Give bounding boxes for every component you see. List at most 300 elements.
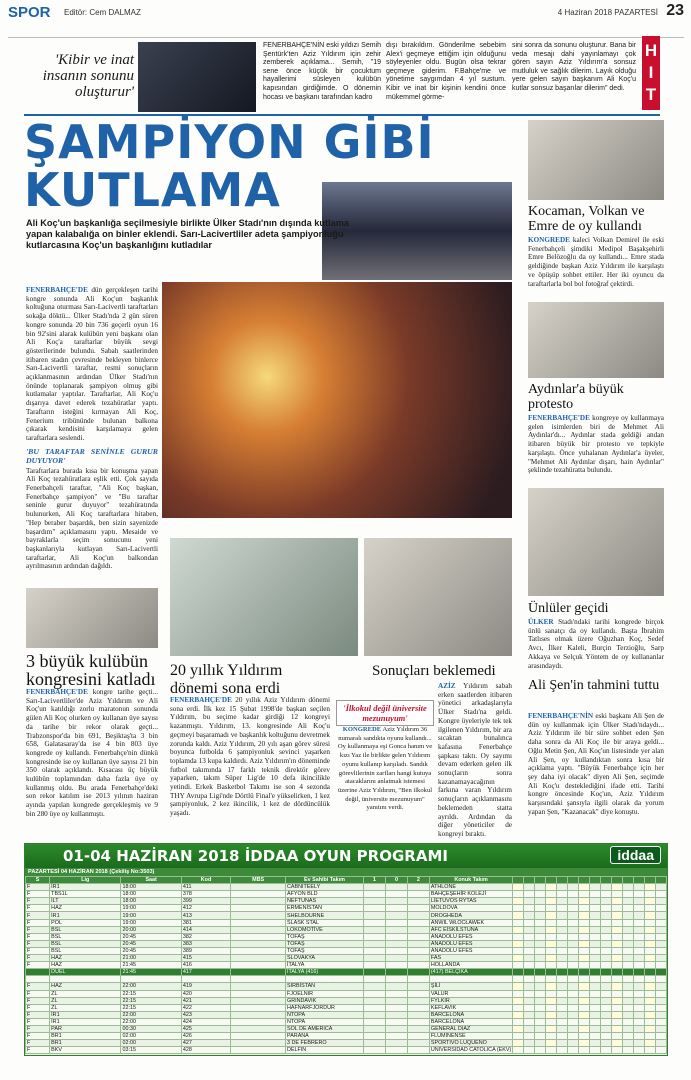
odds-cell: 425 [181, 1025, 230, 1032]
odds-cell [579, 884, 590, 891]
odds-cell [524, 976, 535, 983]
odds-cell [655, 1025, 666, 1032]
odds-cell [644, 1011, 655, 1018]
odds-cell: 19:00 [121, 912, 181, 919]
odds-col-header [601, 877, 612, 884]
odds-cell [622, 1040, 633, 1047]
odds-cell [590, 947, 601, 954]
odds-cell: SIRBİSTAN [286, 983, 364, 990]
odds-cell [622, 1011, 633, 1018]
story-sonuc-title: Sonuçları beklemedi [372, 663, 496, 679]
odds-col-header: 2 [407, 877, 429, 884]
odds-cell: PAR [50, 1025, 121, 1032]
odds-cell [611, 919, 622, 926]
odds-cell: ANWIL WŁOCŁAWEK [429, 919, 512, 926]
odds-cell [535, 962, 546, 969]
odds-cell [385, 884, 407, 891]
odds-col-header [568, 877, 579, 884]
odds-cell [590, 1025, 601, 1032]
odds-cell [633, 947, 644, 954]
odds-cell: 378 [181, 891, 230, 898]
odds-col-header: 0 [385, 877, 407, 884]
odds-cell [513, 1018, 524, 1025]
odds-cell [579, 962, 590, 969]
odds-cell [231, 997, 286, 1004]
odds-cell: AFC EİSKİLSTUNA [429, 926, 512, 933]
odds-cell [524, 947, 535, 954]
odds-cell [385, 933, 407, 940]
odds-cell: CABNITEELY [286, 884, 364, 891]
odds-cell [546, 1040, 557, 1047]
odds-cell [546, 898, 557, 905]
odds-cell [407, 1004, 429, 1011]
odds-cell [231, 898, 286, 905]
odds-cell [557, 912, 568, 919]
odds-cell: FYLKIR [429, 997, 512, 1004]
odds-cell: VALUR [429, 990, 512, 997]
odds-cell [513, 940, 524, 947]
odds-cell: F [26, 912, 50, 919]
odds-col-header [590, 877, 601, 884]
odds-cell [622, 933, 633, 940]
odds-cell [633, 969, 644, 976]
odds-cell [633, 1004, 644, 1011]
odds-cell [590, 1011, 601, 1018]
odds-cell [601, 919, 612, 926]
odds-cell [385, 898, 407, 905]
odds-cell [655, 940, 666, 947]
odds-cell [407, 884, 429, 891]
odds-cell [590, 976, 601, 983]
odds-cell [364, 990, 386, 997]
odds-cell: 20:45 [121, 933, 181, 940]
odds-cell [579, 898, 590, 905]
odds-cell [364, 1018, 386, 1025]
odds-cell: NEFTUNAS [286, 898, 364, 905]
unluler-body [528, 618, 664, 672]
odds-cell [644, 1047, 655, 1054]
odds-cell [655, 1040, 666, 1047]
odds-cell: 383 [181, 940, 230, 947]
odds-cell [535, 990, 546, 997]
story-sonuc-lead: AZİZ [438, 682, 456, 690]
odds-row [26, 997, 667, 1004]
odds-cell [590, 940, 601, 947]
odds-col-header: Konuk Takım [429, 877, 512, 884]
odds-col-header: S [26, 877, 50, 884]
odds-cell: 22:15 [121, 1004, 181, 1011]
editor-credit: Editör: Cem DALMAZ [64, 8, 141, 17]
odds-cell [364, 1040, 386, 1047]
odds-cell: SLOVAKYA [286, 955, 364, 962]
odds-col-header: Ev Sahibi Takım [286, 877, 364, 884]
odds-cell [633, 919, 644, 926]
odds-cell: F [26, 1025, 50, 1032]
betting-program-title: 01-04 HAZİRAN 2018 İDDAA OYUN PROGRAMI [63, 847, 448, 865]
odds-cell: DUEL [50, 976, 121, 983]
odds-row [26, 926, 667, 933]
odds-cell [611, 983, 622, 990]
odds-cell [513, 990, 524, 997]
odds-cell [579, 940, 590, 947]
odds-cell [546, 976, 557, 983]
odds-col-header: MBS [231, 877, 286, 884]
odds-cell [535, 983, 546, 990]
betting-program-subtitle: PAZARTESİ 04 HAZİRAN 2018 (Çekiliş No:3503) [25, 868, 667, 876]
odds-cell [385, 1025, 407, 1032]
odds-cell [579, 919, 590, 926]
odds-cell [535, 884, 546, 891]
odds-cell: 424 [181, 1018, 230, 1025]
odds-cell [579, 912, 590, 919]
odds-cell [513, 983, 524, 990]
odds-cell [231, 990, 286, 997]
odds-cell [622, 1047, 633, 1054]
odds-row [26, 1018, 667, 1025]
odds-cell [407, 1047, 429, 1054]
odds-cell [535, 1018, 546, 1025]
odds-cell [601, 997, 612, 1004]
odds-cell [364, 962, 386, 969]
odds-cell [633, 962, 644, 969]
odds-cell [655, 919, 666, 926]
odds-cell: DELFIN [286, 1047, 364, 1054]
odds-cell [590, 990, 601, 997]
odds-cell [644, 976, 655, 983]
odds-cell [364, 912, 386, 919]
odds-cell [611, 905, 622, 912]
odds-row [26, 912, 667, 919]
odds-row [26, 990, 667, 997]
odds-cell [231, 884, 286, 891]
odds-row [26, 905, 667, 912]
story-3-lead: FENERBAHÇE'DE [26, 688, 88, 696]
odds-cell [622, 969, 633, 976]
odds-cell [231, 1040, 286, 1047]
odds-cell [535, 905, 546, 912]
odds-cell: 20:45 [121, 947, 181, 954]
page-number: 23 [666, 2, 684, 19]
odds-col-header [655, 877, 666, 884]
odds-cell [590, 905, 601, 912]
odds-cell: DROGHEDA [429, 912, 512, 919]
odds-cell [385, 990, 407, 997]
odds-cell [535, 1025, 546, 1032]
odds-cell [513, 1025, 524, 1032]
odds-cell: F [26, 940, 50, 947]
odds-cell [579, 955, 590, 962]
odds-cell: İR1 [50, 1018, 121, 1025]
odds-cell: ANADOLU EFES [429, 940, 512, 947]
odds-cell [557, 962, 568, 969]
odds-cell: BR1 [50, 1040, 121, 1047]
odds-cell: F [26, 990, 50, 997]
odds-cell: 02:00 [121, 1033, 181, 1040]
odds-cell [644, 926, 655, 933]
odds-cell: 381 [181, 919, 230, 926]
odds-cell: 428 [181, 1047, 230, 1054]
odds-cell: İR1 [50, 1011, 121, 1018]
odds-cell [557, 983, 568, 990]
odds-cell [655, 1033, 666, 1040]
odds-cell [622, 1033, 633, 1040]
odds-cell [546, 1047, 557, 1054]
odds-col-header [524, 877, 535, 884]
odds-cell [535, 969, 546, 976]
odds-cell [407, 1011, 429, 1018]
odds-cell [535, 891, 546, 898]
odds-cell [364, 969, 386, 976]
odds-cell: 426 [181, 1033, 230, 1040]
odds-cell: HAZ [50, 905, 121, 912]
odds-cell [655, 1011, 666, 1018]
page-header [8, 4, 684, 38]
odds-cell [407, 983, 429, 990]
odds-row [26, 976, 667, 983]
odds-cell [601, 1040, 612, 1047]
odds-cell: 03:15 [121, 1047, 181, 1054]
odds-cell [601, 926, 612, 933]
odds-col-header [513, 877, 524, 884]
odds-cell [601, 969, 612, 976]
odds-cell [568, 947, 579, 954]
odds-cell [385, 1004, 407, 1011]
odds-cell: NTOPA [286, 1018, 364, 1025]
odds-cell: 22:00 [121, 1018, 181, 1025]
odds-cell [385, 983, 407, 990]
odds-cell: 18:00 [121, 891, 181, 898]
odds-cell [601, 891, 612, 898]
odds-cell [590, 969, 601, 976]
odds-cell [513, 997, 524, 1004]
odds-cell [535, 1011, 546, 1018]
odds-cell [524, 997, 535, 1004]
odds-cell [557, 891, 568, 898]
odds-cell [611, 955, 622, 962]
top-quote: 'Kibir ve inat insanın sonunu oluşturur' [42, 52, 134, 100]
odds-cell [231, 1018, 286, 1025]
odds-col-header: Lig [50, 877, 121, 884]
odds-cell [385, 947, 407, 954]
odds-row [26, 1040, 667, 1047]
odds-cell [568, 955, 579, 962]
odds-cell [535, 1033, 546, 1040]
photo-aziz-exit [364, 538, 512, 656]
odds-cell: BSL [50, 933, 121, 940]
odds-cell [644, 962, 655, 969]
odds-cell [590, 955, 601, 962]
odds-cell [611, 1040, 622, 1047]
odds-cell [535, 947, 546, 954]
odds-cell [568, 898, 579, 905]
odds-cell [633, 1011, 644, 1018]
odds-cell [513, 933, 524, 940]
odds-cell [546, 891, 557, 898]
odds-cell: 418 [181, 976, 230, 983]
odds-cell [535, 997, 546, 1004]
odds-cell [513, 926, 524, 933]
odds-cell [611, 933, 622, 940]
odds-cell: BAHÇEŞEHİR KOLEJİ [429, 891, 512, 898]
odds-cell [231, 962, 286, 969]
odds-cell: POL [50, 919, 121, 926]
odds-cell [568, 912, 579, 919]
odds-cell [601, 1033, 612, 1040]
odds-cell: PARANA [286, 1033, 364, 1040]
odds-cell [655, 976, 666, 983]
odds-cell [611, 912, 622, 919]
odds-cell: SHELBOURNE [286, 912, 364, 919]
odds-cell [557, 933, 568, 940]
story-20-lead: FENERBAHÇE'DE [170, 696, 232, 704]
odds-cell [655, 1047, 666, 1054]
odds-cell [535, 1040, 546, 1047]
odds-cell: ATHLONE [429, 884, 512, 891]
odds-cell [364, 898, 386, 905]
protesto-title: Aydınlar'a büyük protesto [528, 382, 624, 412]
odds-cell [644, 1018, 655, 1025]
odds-cell: F [26, 926, 50, 933]
odds-cell [644, 1004, 655, 1011]
odds-cell [513, 1033, 524, 1040]
odds-cell [633, 1018, 644, 1025]
odds-cell [579, 1025, 590, 1032]
kocaman-lead: KONGREDE [528, 236, 570, 244]
odds-cell [611, 969, 622, 976]
odds-cell [601, 990, 612, 997]
odds-cell [579, 997, 590, 1004]
odds-cell [601, 1025, 612, 1032]
main-story [26, 286, 158, 586]
odds-cell: BKV [50, 1047, 121, 1054]
odds-cell [535, 898, 546, 905]
odds-cell [535, 1047, 546, 1054]
odds-cell [546, 884, 557, 891]
odds-cell [655, 898, 666, 905]
odds-cell [231, 891, 286, 898]
odds-cell [579, 983, 590, 990]
main-story-p2: Taraftarlara burada kısa bir konuşma yapan Ali Koç tezahüratlara eşlik etti. Çok sayıda Fenerbahçeli taraftar, "Ali Koç başkan, Fenerbahçe şampiyon" ve "Bu taraftar seninle gurur duyuyor" tezahüratında bulunurken, Ali Koç taraftarlara hitaben, "Hep beraber başardık, ben sizin sayenizde başardım" açıklamasını yaptı. Mesaide ve bayraklarla seçim sonucunu yeni başkanlarıyla kutlayan Sarı-Lacivertli taraftarlar, Ali Koç'un balkondan ayrılmasının ardından dağıldı. [26, 466, 158, 571]
odds-cell [364, 905, 386, 912]
odds-cell: 22:00 [121, 983, 181, 990]
odds-cell: (419) BRİSTAN [429, 976, 512, 983]
odds-cell [611, 1033, 622, 1040]
odds-cell [557, 905, 568, 912]
odds-cell [633, 891, 644, 898]
odds-cell [524, 969, 535, 976]
odds-cell [513, 976, 524, 983]
odds-cell: ŞİLİ [429, 983, 512, 990]
odds-cell: F [26, 983, 50, 990]
odds-col-header: Saat [121, 877, 181, 884]
odds-cell [385, 1047, 407, 1054]
odds-cell [26, 969, 50, 976]
odds-cell [535, 912, 546, 919]
odds-cell [568, 1025, 579, 1032]
photo-aydinlar [528, 302, 664, 378]
odds-cell [579, 1018, 590, 1025]
odds-row [26, 933, 667, 940]
odds-cell [568, 962, 579, 969]
odds-cell: İR1 [50, 884, 121, 891]
odds-cell [601, 976, 612, 983]
odds-cell [364, 933, 386, 940]
odds-cell [231, 1004, 286, 1011]
odds-cell [579, 1004, 590, 1011]
odds-cell: 22:00 [121, 1011, 181, 1018]
odds-cell [579, 1047, 590, 1054]
odds-cell: 420 [181, 990, 230, 997]
odds-cell [633, 926, 644, 933]
odds-row [26, 1025, 667, 1032]
odds-cell [644, 898, 655, 905]
odds-cell [407, 919, 429, 926]
odds-cell [364, 1025, 386, 1032]
odds-cell [611, 962, 622, 969]
odds-cell [633, 898, 644, 905]
unluler-text: Stadı'ndaki tarihi kongrede birçok ünlü sanatçı da oy kullandı. Başta İbrahim Tatlıses olmak üzere Oğuzhan Koç, Sedef Avcı, İlker Kaleli, Burçin Terzioğlu, Sarp Akkaya ve Selçuk Yöntem de oy kullananlar arasındaydı. [528, 618, 664, 670]
odds-cell [407, 1025, 429, 1032]
odds-cell: 02:00 [121, 1040, 181, 1047]
odds-cell [524, 1018, 535, 1025]
odds-cell [546, 912, 557, 919]
odds-col-header [622, 877, 633, 884]
odds-cell: BSL [50, 947, 121, 954]
odds-cell [385, 926, 407, 933]
odds-cell: FJOELNIR [286, 990, 364, 997]
odds-cell [524, 1033, 535, 1040]
odds-cell: 382 [181, 933, 230, 940]
odds-cell [568, 1040, 579, 1047]
odds-cell [590, 912, 601, 919]
odds-cell [611, 891, 622, 898]
kocaman-body [528, 236, 664, 298]
odds-cell [513, 947, 524, 954]
odds-cell [557, 947, 568, 954]
odds-cell [622, 962, 633, 969]
odds-cell: 19:00 [121, 905, 181, 912]
odds-col-header [557, 877, 568, 884]
odds-cell [622, 891, 633, 898]
odds-cell [601, 1018, 612, 1025]
odds-row [26, 898, 667, 905]
main-story-subhead: 'BU TARAFTAR SENİNLE GURUR DUYUYOR' [26, 446, 158, 465]
odds-cell [655, 990, 666, 997]
odds-cell [546, 997, 557, 1004]
odds-cell [364, 976, 386, 983]
odds-cell [557, 1025, 568, 1032]
odds-cell: 399 [181, 898, 230, 905]
odds-row [26, 1004, 667, 1011]
odds-cell [590, 983, 601, 990]
odds-cell [568, 1011, 579, 1018]
odds-cell: HAZ [50, 955, 121, 962]
odds-col-header [611, 877, 622, 884]
odds-cell [633, 884, 644, 891]
odds-cell: HOLLANDA [429, 962, 512, 969]
odds-cell [524, 926, 535, 933]
odds-cell [655, 1018, 666, 1025]
odds-cell [385, 912, 407, 919]
alisen-body [528, 712, 664, 836]
odds-cell [524, 983, 535, 990]
odds-cell [568, 1047, 579, 1054]
odds-cell: 3 DE FEBRERO [286, 1040, 364, 1047]
odds-cell [579, 947, 590, 954]
top-text-col2: dışı bırakıldım. Gönderilme sebebim Alex'i geçmeye ettiğim için olduğunu söyleyenler oldu. Bugün olsa tekrar geçmeye giderim. F.Bahçe'me ve yönetime saygımdan 4 yıl sustum. Kibir ve inat bir kişinin kendini önce mükemmel görme- [386, 42, 506, 101]
odds-cell [407, 933, 429, 940]
odds-cell [622, 1004, 633, 1011]
